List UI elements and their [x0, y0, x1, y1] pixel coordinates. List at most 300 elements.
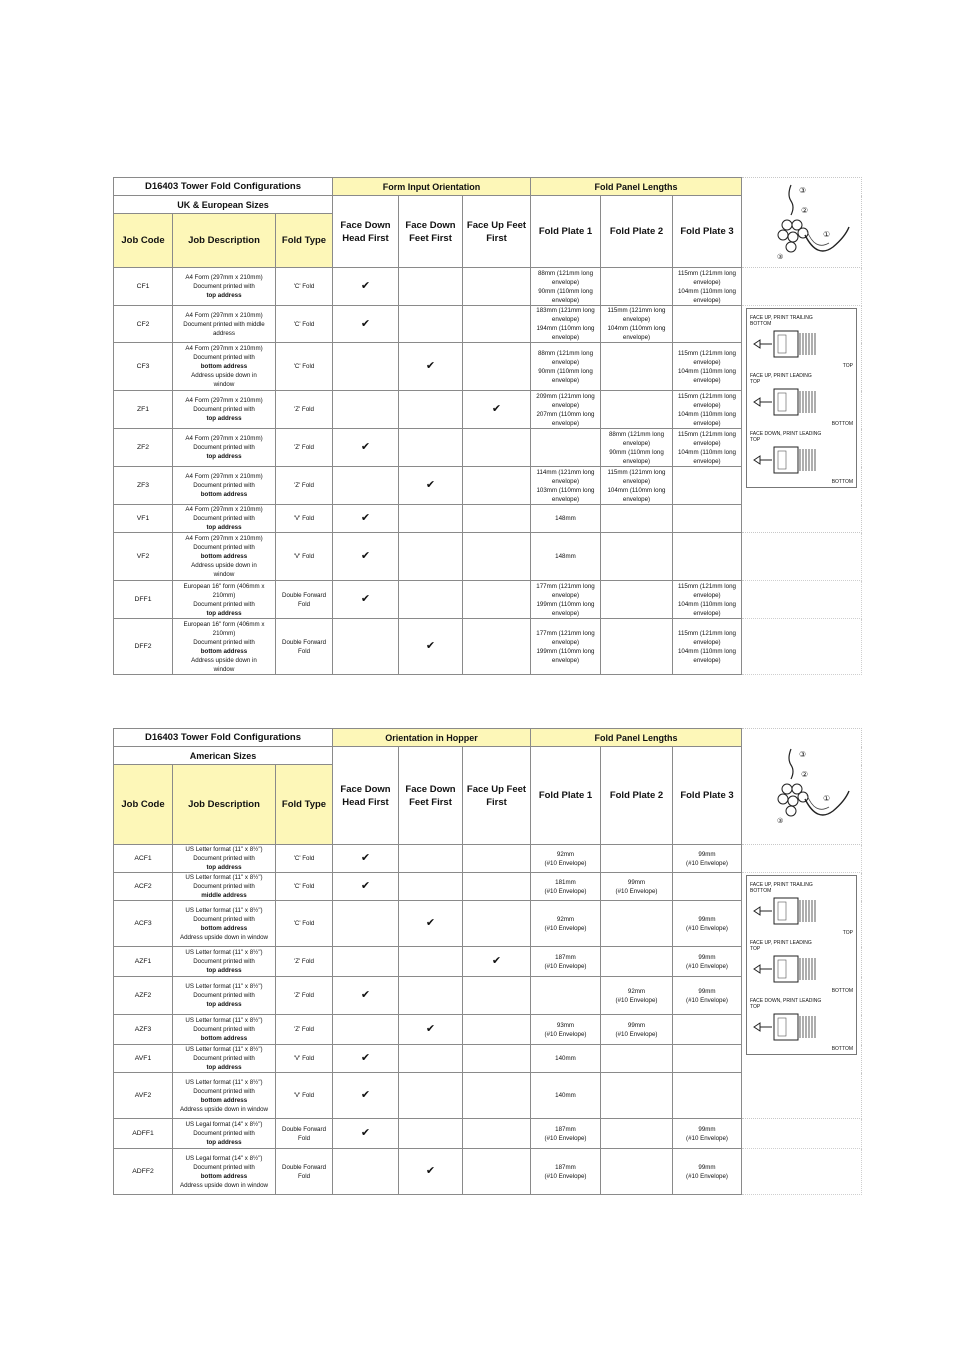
- fold-plate-length-cell: [531, 977, 601, 1015]
- cell-line: envelope): [551, 316, 580, 323]
- legend-heading: FACE DOWN, PRINT LEADING: [750, 431, 822, 437]
- cell-line: 104mm (110mm long: [677, 647, 736, 655]
- cell-line: envelope): [693, 401, 721, 409]
- fold-plate-length-cell: [601, 533, 673, 581]
- fold-type-cell: 'Z' Fold: [276, 429, 333, 467]
- orientation-legend: [746, 875, 857, 1055]
- cell-line: 209mm (121mm long: [536, 392, 595, 400]
- fold-plate-length-cell: [601, 581, 673, 619]
- fold-plate-length-cell: [531, 1149, 601, 1195]
- orientation-check-cell: [463, 873, 531, 901]
- side-blank-cell: [742, 1149, 862, 1195]
- orientation-check-cell: ✔: [463, 947, 531, 977]
- table-row: [114, 1149, 862, 1195]
- cell-line: envelope): [551, 609, 580, 617]
- orientation-check-cell: [463, 429, 531, 467]
- job-description-cell: [173, 1149, 276, 1195]
- cell-line: Address upside down in: [191, 562, 257, 569]
- cell-line: US Letter format (11" x 8½"): [185, 906, 263, 914]
- fold-type-cell: 'V' Fold: [276, 1073, 333, 1119]
- orientation-legend: [746, 308, 857, 488]
- column-header-face-down-feet-first: Face Down Feet First: [399, 747, 463, 845]
- fold-plate-length-cell: [673, 873, 742, 901]
- column-header-fold-plate-3: Fold Plate 3: [673, 747, 742, 845]
- cell-line: A4 Form (297mm x 210mm): [185, 506, 263, 513]
- plate-number-label: ②: [800, 206, 808, 215]
- fold-type-cell: 'V' Fold: [276, 505, 333, 533]
- cell-line: US Legal format (14" x 8½"): [185, 1121, 263, 1128]
- cell-line: 199mm (110mm long: [536, 600, 595, 608]
- job-code-cell: ADFF2: [114, 1149, 173, 1195]
- cell-line: 194mm (110mm long: [536, 325, 595, 332]
- cell-line: US Letter format (11" x 8½"): [185, 1046, 263, 1053]
- legend-heading: FACE UP, PRINT TRAILING: [750, 882, 813, 888]
- cell-line: 99mm: [698, 1163, 716, 1171]
- column-header-job-code: Job Code: [114, 765, 173, 845]
- legend-edge-label: BOTTOM: [750, 888, 772, 894]
- cell-line: 99mm: [698, 987, 716, 995]
- cell-line: US Letter format (11" x 8½"): [185, 1017, 263, 1024]
- plate-number-label: ③: [776, 817, 783, 825]
- fold-plate-length-cell: [601, 845, 673, 873]
- cell-line: 104mm (110mm long: [607, 486, 666, 494]
- legend-edge-label: BOTTOM: [831, 421, 853, 427]
- fold-type-cell: 'C' Fold: [276, 873, 333, 901]
- cell-line: envelope): [693, 358, 721, 366]
- legend-edge-label: BOTTOM: [831, 988, 853, 994]
- orientation-check-cell: [463, 505, 531, 533]
- fold-plate-length-cell: [531, 268, 601, 306]
- legend-edge-label: TOP: [750, 379, 761, 385]
- orientation-check-cell: ✔: [333, 268, 399, 306]
- cell-line: Document printed with middle: [183, 320, 265, 328]
- fold-plate-length-cell: [673, 845, 742, 873]
- cell-line: envelope): [551, 495, 580, 503]
- orientation-check-cell: ✔: [399, 1015, 463, 1045]
- fold-type-cell: Double Forward Fold: [276, 581, 333, 619]
- cell-line: 104mm (110mm long: [677, 600, 736, 608]
- cell-line: 181mm: [555, 878, 576, 886]
- fold-plate-length-cell: [673, 343, 742, 391]
- orientation-check-cell: [399, 533, 463, 581]
- job-description-cell: [173, 1015, 276, 1045]
- cell-line: Document printed with: [193, 482, 255, 489]
- cell-line: Document printed with: [193, 515, 255, 522]
- cell-line: envelope): [693, 591, 721, 599]
- cell-line: 115mm (121mm long: [677, 349, 736, 357]
- job-code-cell: AZF2: [114, 977, 173, 1015]
- orientation-check-cell: ✔: [333, 505, 399, 533]
- orientation-check-cell: [463, 1149, 531, 1195]
- cell-line: 199mm (110mm long: [536, 647, 595, 655]
- cell-line: US Letter format (11" x 8½"): [185, 1078, 263, 1086]
- legend-edge-label: BOTTOM: [831, 1046, 853, 1052]
- orientation-check-cell: [333, 1015, 399, 1045]
- fold-plate-length-cell: [531, 343, 601, 391]
- legend-diagram: [750, 894, 853, 930]
- cell-line: 104mm (110mm long: [677, 367, 736, 375]
- job-description-cell: [173, 845, 276, 873]
- orientation-check-cell: ✔: [333, 977, 399, 1015]
- cell-line: 140mm: [555, 1092, 576, 1099]
- cell-line: (#10 Envelope): [686, 924, 728, 932]
- cell-line: 104mm (110mm long: [607, 325, 666, 332]
- cell-line: bottom address: [200, 553, 248, 560]
- legend-edge-label: BOTTOM: [750, 321, 772, 327]
- orientation-check-cell: ✔: [399, 467, 463, 505]
- cell-line: 99mm: [698, 953, 716, 961]
- cell-line: 210mm): [212, 591, 236, 599]
- cell-line: US Letter format (11" x 8½"): [185, 949, 263, 956]
- cell-line: envelope): [693, 296, 721, 304]
- cell-line: (#10 Envelope): [686, 1172, 728, 1180]
- orientation-check-cell: ✔: [333, 581, 399, 619]
- fold-plate-length-cell: [531, 619, 601, 675]
- legend-heading: FACE DOWN, PRINT LEADING: [750, 998, 822, 1004]
- fold-type-cell: Double Forward Fold: [276, 1149, 333, 1195]
- orientation-check-cell: [463, 1045, 531, 1073]
- cell-line: A4 Form (297mm x 210mm): [185, 435, 263, 442]
- column-header-fold-type: Fold Type: [276, 765, 333, 845]
- cell-line: 115mm (121mm long: [677, 629, 736, 637]
- fold-plate-length-cell: [531, 1015, 601, 1045]
- cell-line: European 16" form (406mm x: [183, 620, 265, 628]
- job-code-cell: VF1: [114, 505, 173, 533]
- orientation-check-cell: [333, 467, 399, 505]
- legend-diagram: [750, 385, 853, 421]
- cell-line: Address upside down in window: [179, 1181, 269, 1189]
- orientation-check-cell: [399, 306, 463, 343]
- cell-line: (#10 Envelope): [615, 1030, 658, 1038]
- orientation-check-cell: [399, 1119, 463, 1149]
- job-code-cell: CF3: [114, 343, 173, 391]
- cell-line: 88mm (121mm long: [608, 430, 665, 438]
- job-code-cell: CF2: [114, 306, 173, 343]
- fold-type-cell: 'C' Fold: [276, 343, 333, 391]
- table-title: D16403 Tower Fold Configurations: [114, 178, 333, 196]
- cell-line: top address: [206, 864, 242, 871]
- job-description-cell: [173, 505, 276, 533]
- cell-line: envelope): [551, 358, 580, 366]
- cell-line: 187mm: [555, 1163, 576, 1171]
- cell-line: US Letter format (11" x 8½"): [185, 846, 263, 853]
- table-row: [114, 873, 862, 901]
- cell-line: 99mm: [698, 915, 716, 923]
- fold-type-cell: 'Z' Fold: [276, 1015, 333, 1045]
- orientation-check-cell: [333, 343, 399, 391]
- plate-number-label: ③: [798, 750, 806, 759]
- orientation-arrow-diagram: [750, 327, 830, 361]
- legend-edge-label: TOP: [842, 930, 853, 936]
- cell-line: window: [213, 571, 235, 578]
- cell-line: envelope): [622, 477, 651, 485]
- cell-line: top address: [206, 609, 242, 617]
- job-description-cell: [173, 533, 276, 581]
- orientation-check-cell: ✔: [333, 1073, 399, 1119]
- cell-line: envelope): [551, 591, 580, 599]
- job-code-cell: ACF3: [114, 901, 173, 947]
- cell-line: Document printed with: [193, 283, 255, 290]
- column-header-job-description: Job Description: [173, 765, 276, 845]
- column-header-fold-plate-3: Fold Plate 3: [673, 196, 742, 268]
- legend-cell: [742, 873, 862, 1119]
- column-header-face-down-feet-first: Face Down Feet First: [399, 196, 463, 268]
- cell-line: Document printed with: [193, 354, 255, 361]
- american-fold-table: [113, 728, 862, 1195]
- legend-cell: [742, 306, 862, 533]
- cell-line: 99mm: [627, 878, 646, 886]
- fold-plate-length-cell: [673, 306, 742, 343]
- cell-line: 92mm: [556, 850, 575, 858]
- cell-line: envelope): [551, 401, 580, 409]
- fold-plate-length-cell: [531, 306, 601, 343]
- orientation-check-cell: [399, 581, 463, 619]
- plate-number-label: ③: [798, 186, 806, 195]
- cell-line: 148mm: [555, 515, 576, 522]
- cell-line: envelope): [693, 376, 721, 384]
- cell-line: bottom address: [200, 1096, 248, 1104]
- cell-line: top address: [206, 1139, 242, 1146]
- job-code-cell: ZF1: [114, 391, 173, 429]
- job-code-cell: AZF1: [114, 947, 173, 977]
- cell-line: 115mm (121mm long: [677, 269, 736, 277]
- fold-type-cell: 'Z' Fold: [276, 391, 333, 429]
- job-description-cell: [173, 1073, 276, 1119]
- cell-line: Document printed with: [193, 915, 255, 923]
- orientation-check-cell: [333, 1149, 399, 1195]
- cell-line: 148mm: [555, 553, 576, 560]
- orientation-check-cell: [463, 845, 531, 873]
- column-header-job-code: Job Code: [114, 214, 173, 268]
- fold-plate-length-cell: [601, 977, 673, 1015]
- cell-line: 99mm: [627, 1021, 646, 1029]
- orientation-check-cell: ✔: [399, 1149, 463, 1195]
- fold-plate-length-cell: [673, 1073, 742, 1119]
- job-description-cell: [173, 343, 276, 391]
- legend-edge-label: TOP: [842, 363, 853, 369]
- side-blank-cell: [742, 581, 862, 619]
- fold-plate-length-cell: [531, 845, 601, 873]
- orientation-check-cell: [399, 268, 463, 306]
- fold-plate-length-cell: [531, 1045, 601, 1073]
- cell-line: envelope): [622, 457, 651, 465]
- cell-line: window: [213, 665, 235, 673]
- fold-plate-length-cell: [673, 533, 742, 581]
- legend-heading: FACE UP, PRINT LEADING: [750, 373, 812, 379]
- cell-line: envelope): [693, 419, 721, 427]
- job-description-cell: [173, 1045, 276, 1073]
- orientation-check-cell: [333, 947, 399, 977]
- orientation-check-cell: ✔: [399, 343, 463, 391]
- cell-line: A4 Form (297mm x 210mm): [185, 473, 263, 480]
- orientation-check-cell: [463, 581, 531, 619]
- cell-line: A4 Form (297mm x 210mm): [185, 535, 263, 542]
- fold-type-cell: 'Z' Fold: [276, 467, 333, 505]
- fold-type-cell: 'C' Fold: [276, 306, 333, 343]
- cell-line: (#10 Envelope): [544, 962, 587, 970]
- fold-plate-length-cell: [601, 1045, 673, 1073]
- fold-plate-length-cell: [601, 268, 673, 306]
- side-blank-cell: [742, 619, 862, 675]
- cell-line: 115mm (121mm long: [607, 468, 666, 476]
- fold-plate-length-cell: [531, 901, 601, 947]
- job-description-cell: [173, 467, 276, 505]
- cell-line: envelope): [693, 278, 721, 286]
- fold-plate-length-cell: [601, 467, 673, 505]
- fold-plate-length-cell: [601, 901, 673, 947]
- orientation-check-cell: [463, 268, 531, 306]
- orientation-check-cell: ✔: [333, 1045, 399, 1073]
- cell-line: Document printed with: [193, 1163, 255, 1171]
- orientation-arrow-diagram: [750, 1010, 830, 1044]
- cell-line: A4 Form (297mm x 210mm): [185, 397, 263, 404]
- column-header-job-description: Job Description: [173, 214, 276, 268]
- cell-line: top address: [206, 292, 242, 299]
- cell-line: (#10 Envelope): [544, 1030, 587, 1038]
- orientation-check-cell: [399, 947, 463, 977]
- cell-line: Document printed with: [193, 1130, 255, 1137]
- fold-type-cell: 'Z' Fold: [276, 977, 333, 1015]
- table-row: [114, 581, 862, 619]
- orientation-check-cell: [463, 343, 531, 391]
- plate-number-label: ③: [776, 253, 783, 261]
- cell-line: envelope): [693, 638, 721, 646]
- table-title: D16403 Tower Fold Configurations: [114, 729, 333, 747]
- cell-line: (#10 Envelope): [686, 1134, 728, 1142]
- orientation-check-cell: [399, 873, 463, 901]
- cell-line: envelope): [551, 656, 580, 664]
- job-code-cell: VF2: [114, 533, 173, 581]
- fold-plate-length-cell: [601, 873, 673, 901]
- cell-line: envelope): [693, 609, 721, 617]
- fold-type-cell: 'V' Fold: [276, 533, 333, 581]
- job-code-cell: CF1: [114, 268, 173, 306]
- job-code-cell: AZF3: [114, 1015, 173, 1045]
- legend-diagram: [750, 443, 853, 479]
- cell-line: 104mm (110mm long: [677, 410, 736, 418]
- fold-plate-length-cell: [601, 1149, 673, 1195]
- cell-line: 115mm (121mm long: [677, 392, 736, 400]
- job-description-cell: [173, 1119, 276, 1149]
- legend-edge-label: TOP: [750, 437, 761, 443]
- fold-plate-length-cell: [531, 505, 601, 533]
- fold-plate-length-cell: [673, 901, 742, 947]
- fold-plate-length-cell: [673, 391, 742, 429]
- cell-line: (#10 Envelope): [544, 1172, 587, 1180]
- fold-plate-length-cell: [601, 343, 673, 391]
- cell-line: Document printed with: [193, 992, 255, 999]
- fold-type-cell: Double Forward Fold: [276, 1119, 333, 1149]
- column-header-fold-plate-2: Fold Plate 2: [601, 747, 673, 845]
- cell-line: envelope): [693, 439, 721, 447]
- column-header-fold-plate-2: Fold Plate 2: [601, 196, 673, 268]
- cell-line: 99mm: [698, 1125, 716, 1133]
- cell-line: Address upside down in window: [179, 933, 269, 941]
- orientation-group-header: Form Input Orientation: [333, 178, 531, 196]
- cell-line: 99mm: [698, 850, 716, 858]
- orientation-check-cell: [399, 391, 463, 429]
- job-description-cell: [173, 873, 276, 901]
- side-blank-cell: [742, 268, 862, 306]
- cell-line: bottom address: [200, 363, 248, 370]
- side-blank-cell: [742, 1119, 862, 1149]
- fold-plate-length-cell: [531, 873, 601, 901]
- cell-line: top address: [206, 1064, 242, 1071]
- cell-line: envelope): [693, 656, 721, 664]
- cell-line: bottom address: [200, 647, 248, 655]
- column-header-fold-type: Fold Type: [276, 214, 333, 268]
- column-header-face-down-head-first: Face Down Head First: [333, 196, 399, 268]
- cell-line: (#10 Envelope): [615, 996, 658, 1004]
- legend-diagram: [750, 952, 853, 988]
- cell-line: window: [213, 381, 235, 388]
- column-header-face-up-feet-first: Face Up Feet First: [463, 196, 531, 268]
- orientation-check-cell: [333, 901, 399, 947]
- cell-line: envelope): [551, 278, 580, 286]
- cell-line: 90mm (110mm long: [538, 367, 593, 375]
- cell-line: Address upside down in window: [179, 1105, 269, 1113]
- cell-line: 177mm (121mm long: [536, 582, 595, 590]
- fold-plate-length-cell: [673, 1149, 742, 1195]
- fold-plate-length-cell: [601, 391, 673, 429]
- cell-line: 207mm (110mm long: [536, 410, 595, 418]
- orientation-check-cell: [399, 429, 463, 467]
- cell-line: (#10 Envelope): [544, 859, 587, 867]
- table-row: [114, 268, 862, 306]
- fold-plate-length-cell: [531, 467, 601, 505]
- orientation-check-cell: [399, 505, 463, 533]
- table-subtitle: American Sizes: [114, 747, 333, 765]
- cell-line: US Letter format (11" x 8½"): [185, 983, 263, 990]
- column-header-face-up-feet-first: Face Up Feet First: [463, 747, 531, 845]
- cell-line: middle address: [201, 892, 247, 899]
- cell-line: envelope): [622, 316, 651, 323]
- fold-plate-length-cell: [673, 505, 742, 533]
- table-subtitle: UK & European Sizes: [114, 196, 333, 214]
- fold-plate-length-cell: [601, 1119, 673, 1149]
- fold-plate-length-cell: [673, 467, 742, 505]
- cell-line: envelope): [551, 334, 580, 341]
- fold-plate-length-cell: [673, 619, 742, 675]
- cell-line: (#10 Envelope): [686, 996, 728, 1004]
- job-code-cell: DFF2: [114, 619, 173, 675]
- fold-plate-length-cell: [601, 619, 673, 675]
- cell-line: (#10 Envelope): [544, 1134, 587, 1142]
- cell-line: European 16" form (406mm x: [183, 582, 265, 590]
- cell-line: 90mm (110mm long: [538, 287, 593, 295]
- fold-plate-length-cell: [531, 1119, 601, 1149]
- orientation-check-cell: [463, 901, 531, 947]
- orientation-arrow-diagram: [750, 385, 830, 419]
- orientation-check-cell: [463, 1015, 531, 1045]
- cell-line: bottom address: [200, 1172, 248, 1180]
- job-description-cell: [173, 268, 276, 306]
- job-description-cell: [173, 619, 276, 675]
- column-header-fold-plate-1: Fold Plate 1: [531, 196, 601, 268]
- orientation-check-cell: ✔: [333, 873, 399, 901]
- job-description-cell: [173, 947, 276, 977]
- plate-number-label: ②: [800, 770, 808, 779]
- fold-type-cell: 'V' Fold: [276, 1045, 333, 1073]
- cell-line: 187mm: [555, 1125, 576, 1133]
- cell-line: envelope): [551, 296, 580, 304]
- orientation-group-header: Orientation in Hopper: [333, 729, 531, 747]
- orientation-check-cell: ✔: [463, 391, 531, 429]
- fold-plate-length-cell: [531, 581, 601, 619]
- orientation-check-cell: ✔: [333, 306, 399, 343]
- cell-line: envelope): [622, 439, 651, 447]
- fold-plate-length-cell: [531, 533, 601, 581]
